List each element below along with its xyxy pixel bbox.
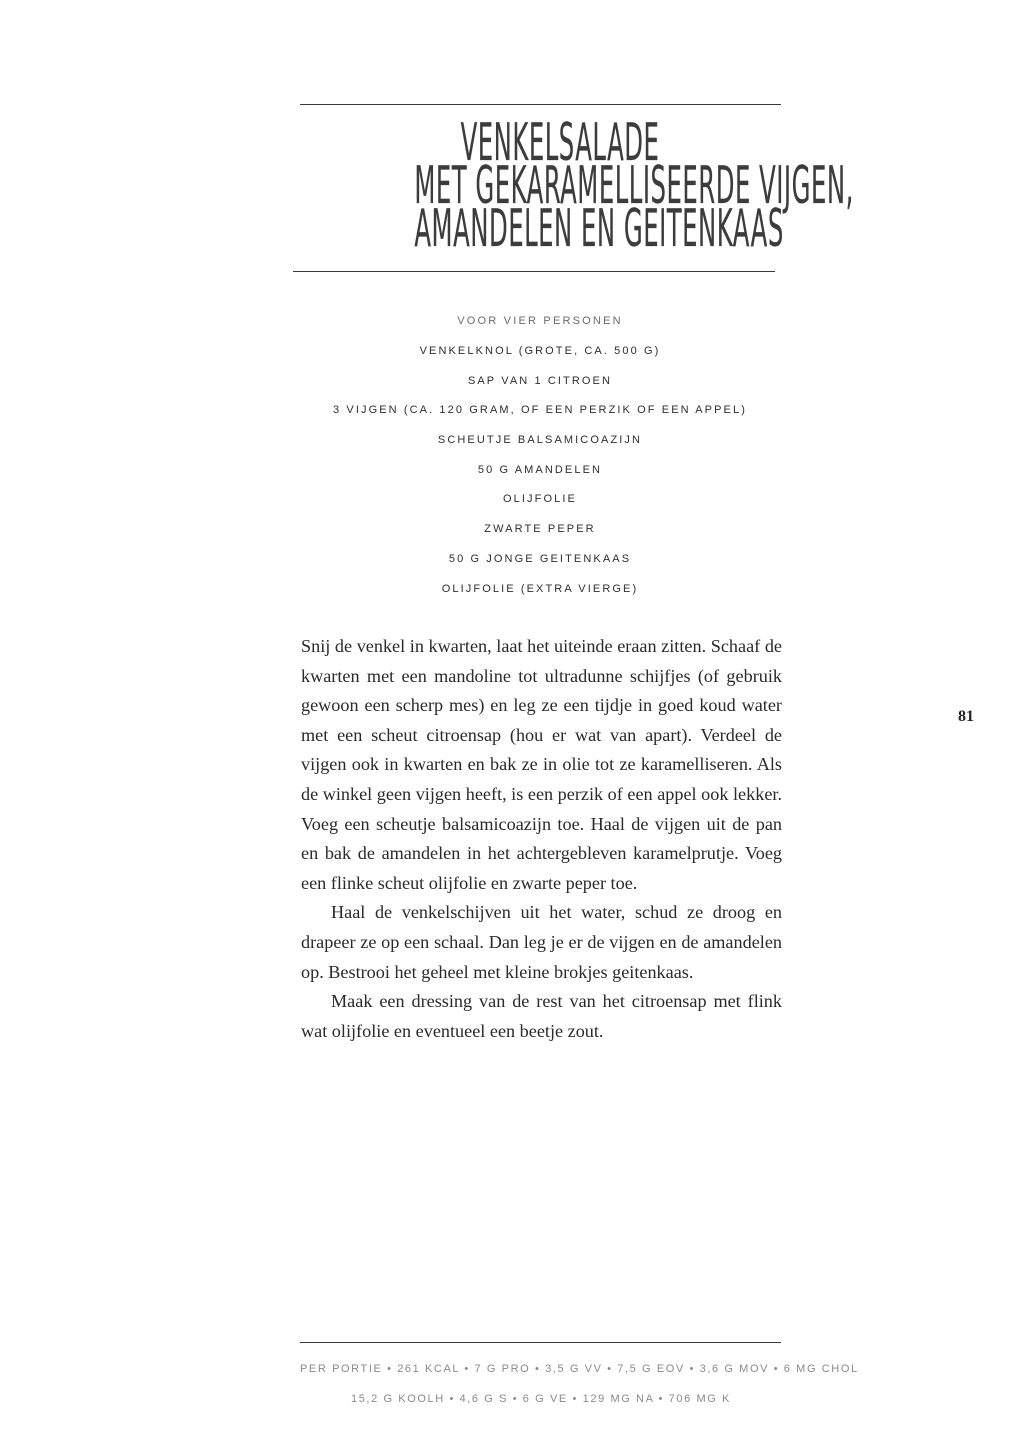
method-paragraph: Maak een dressing van de rest van het citroensap met flink wat olijfolie en eventueel een beetje zout. xyxy=(301,991,782,1041)
method-paragraph: Haal de venkelschijven uit het water, schud ze droog en drapeer ze op een schaal. Dan leg je er de vijgen en de amandelen op. Bestrooi het geheel met kleine brokjes geitenkaas. xyxy=(301,902,782,982)
recipe-title-line-2: MET GEKARAMELLISEERDE VIJGEN, xyxy=(414,156,854,216)
nutrition-info xyxy=(300,1358,859,1418)
ingredient-section xyxy=(300,312,780,609)
ingredient-item: OLIJFOLIE (EXTRA VIERGE) xyxy=(441,582,639,595)
ingredient-item: 50 G AMANDELEN xyxy=(477,463,603,476)
top-rule xyxy=(300,104,781,105)
recipe-title xyxy=(280,113,854,259)
ingredient-list xyxy=(300,342,780,609)
title-rule xyxy=(293,271,775,272)
page-number: 81 xyxy=(958,708,974,725)
ingredient-item: OLIJFOLIE xyxy=(503,493,577,506)
recipe-title-line-3: AMANDELEN EN GEITENKAAS xyxy=(414,199,784,259)
ingredient-item: ZWARTE PEPER xyxy=(484,523,596,536)
nutrition-line-2: 15,2 G KOOLH • 4,6 G S • 6 G VE • 129 MG NA • 706 MG K xyxy=(351,1393,731,1405)
footer-rule xyxy=(300,1342,781,1343)
method-text xyxy=(301,632,782,1046)
ingredient-item: SCHEUTJE BALSAMICOAZIJN xyxy=(437,434,643,447)
ingredient-item: VENKELKNOL (GROTE, CA. 500 G) xyxy=(419,345,661,357)
recipe-title-line-1: VENKELSALADE xyxy=(460,113,660,173)
ingredient-item: 3 VIJGEN (CA. 120 GRAM, OF EEN PERZIK OF EEN APPEL) xyxy=(333,404,747,417)
ingredient-item: 50 G JONGE GEITENKAAS xyxy=(448,552,632,565)
servings-label: VOOR VIER PERSONEN xyxy=(457,315,623,327)
ingredient-item: SAP VAN 1 CITROEN xyxy=(467,374,613,387)
method-paragraph: Snij de venkel in kwarten, laat het uiteinde eraan zitten. Schaaf de kwarten met een mandoline tot ultradunne schijfjes (of gebruik gewoon een scherp mes) en leg ze een tijdje in goed koud water met een scheut citroensap (hou er wat van apart). Verdeel de vijgen ook in kwarten en bak ze in olie tot ze karamelliseren. Als de winkel geen vijgen heeft, is een perzik of een appel ook lekker. Voeg een scheutje balsamicoazijn toe. Haal de vijgen uit de pan en bak de amandelen in het achtergebleven karamelprutje. Voeg een flinke scheut olijfolie en zwarte peper toe. xyxy=(301,636,782,893)
nutrition-line-1: PER PORTIE • 261 KCAL • 7 G PRO • 3,5 G VV • 7,5 G EOV • 3,6 G MOV • 6 MG CHOL xyxy=(300,1363,859,1375)
